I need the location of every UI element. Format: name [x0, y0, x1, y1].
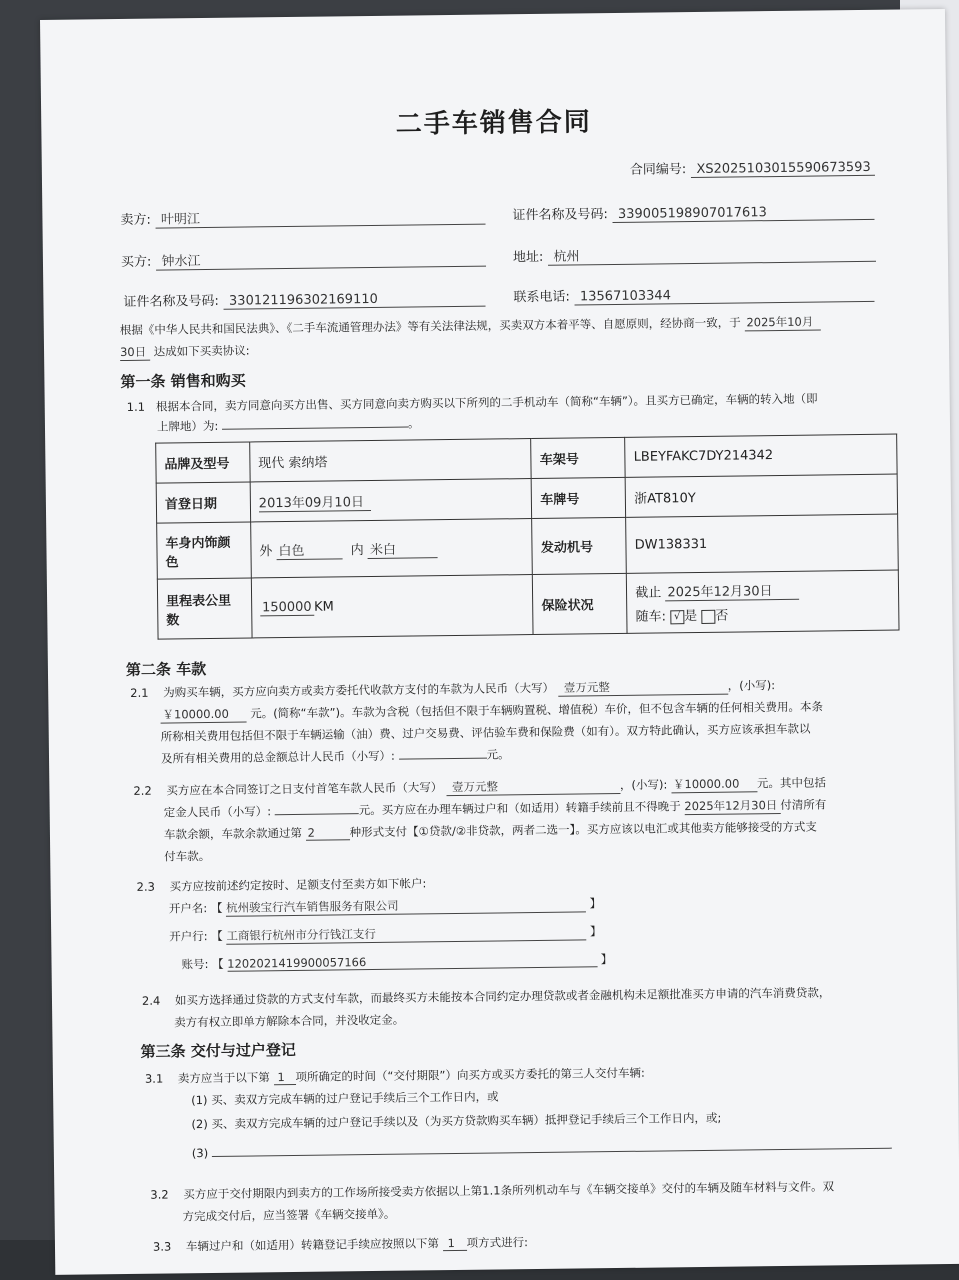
- article-1-title: 第一条 销售和购买: [120, 371, 246, 392]
- article-2-1-line-1: 2.1 为购买车辆，买方应向卖方或卖方委托代收款方支付的车款为人民币（大写） 壹万元整 ，(小写):: [130, 678, 776, 700]
- price-amount: ￥10000.00: [160, 706, 246, 724]
- table-row: [157, 570, 899, 639]
- table-row: [157, 514, 899, 579]
- brand-value: 现代 索纳塔: [249, 439, 531, 482]
- contract-number: [630, 156, 875, 179]
- article-2-2-line-3: 车款余额，车款余款通过第 2 种形式支付【①贷款/②非贷款，两者二选一】。买方应该以电汇或其他卖方能够接受的方式支: [163, 819, 817, 842]
- exterior-color: 白色: [276, 539, 342, 560]
- mileage-value: 150000: [260, 599, 314, 616]
- buyer-phone-label: 联系电话:: [513, 289, 570, 306]
- total-amount-blank: [399, 758, 487, 760]
- article-1-1-line-1: 1.1 根据本合同，卖方同意向买方出售、买方同意向卖方购买以下所列的二手机动车（简称“车辆”）。且买方已确定，车辆的转入地（即: [126, 391, 818, 414]
- insurance-until-row: 截止 2025年12月30日: [635, 579, 890, 602]
- interior-color: 米白: [368, 538, 438, 559]
- price-uppercase: 壹万元整: [558, 678, 728, 697]
- delivery-option-1: (1) 买、卖双方完成车辆的过户登记手续后三个工作日内，或: [191, 1089, 499, 1108]
- buyer-address-value: 杭州: [547, 242, 875, 266]
- contract-paper: [40, 9, 959, 1275]
- yes-checkbox[interactable]: √: [670, 610, 684, 624]
- contract-number-label: 合同编号:: [629, 162, 687, 178]
- article-2-2-line-2: 定金人民币（小写）: 元。买方应在办理车辆过户和（如适用）转籍手续前且不得晚于 2025年12月30日 付清所有: [163, 797, 827, 820]
- intro-line-1: 根据《中华人民共和国民法典》、《二手车流通管理办法》等有关法律法规，买卖双方本着平等、自愿原则，经协商一致，于 2025年10月: [120, 313, 821, 339]
- account-bank-row: 开户行: 【 工商银行杭州市分行钱江支行 】: [169, 924, 602, 944]
- intro-date-month: 2025年10月: [744, 313, 820, 331]
- first-payment-uppercase: 壹万元整: [446, 777, 620, 796]
- first-payment-amount: ￥10000.00: [671, 775, 757, 793]
- page-title: 二手车销售合同: [395, 107, 592, 140]
- transfer-method-choice: 1: [442, 1236, 466, 1251]
- vehicle-table: [155, 434, 899, 640]
- reg-date-label: 首登日期: [156, 482, 250, 523]
- article-2-2-line-4: 付车款。: [164, 848, 211, 864]
- article-2-2-line-1: 2.2 买方应在本合同签订之日支付首笔车款人民币（大写） 壹万元整 ，(小写): ￥10000.00 元。其中包括: [133, 775, 827, 798]
- account-name-value: 杭州骏宝行汽车销售服务有限公司: [226, 895, 586, 916]
- article-2-4-line-1: 2.4 如买方选择通过贷款的方式支付车款，而最终买方未能按本合同约定办理贷款或者金融机构未足额批准买方申请的汽车消费贷款，: [141, 985, 831, 1008]
- account-number-value: 1202021419900057166: [227, 952, 597, 972]
- payment-method-choice: 2: [306, 825, 350, 841]
- buyer-id-value: 330121196302169110: [223, 291, 485, 310]
- delivery-option-2: (2) 买、卖双方完成车辆的过户登记手续以及（为买方贷款购买车辆）抵押登记手续后三个工作日内，或;: [191, 1110, 722, 1132]
- article-2-3-line-1: 2.3 买方应按前述约定按时、足额支付至卖方如下帐户:: [136, 876, 427, 894]
- registration-place-blank: [222, 427, 408, 430]
- buyer-id-row: [123, 287, 485, 311]
- deposit-blank: [275, 813, 359, 815]
- no-checkbox[interactable]: [701, 609, 715, 623]
- insurance-follow-row: 随车: √ 是 否: [635, 608, 729, 625]
- insurance-label: 保险状况: [533, 573, 628, 634]
- seller-id-value: 339005198907017613: [612, 204, 874, 223]
- delivery-term-choice: 1: [273, 1070, 295, 1085]
- insurance-cell: [627, 570, 899, 633]
- brand-label: 品牌及型号: [156, 442, 250, 483]
- article-3-title: 第三条 交付与过户登记: [140, 1040, 296, 1061]
- color-cell: 外 白色 内 米白: [250, 519, 532, 578]
- intro-line-2: 30日 达成如下买卖协议:: [119, 343, 250, 360]
- article-2-title: 第二条 车款: [125, 660, 207, 679]
- reg-date-value: 2013年09月10日: [259, 490, 371, 511]
- article-1-1-line-2: 上牌地）为: 。: [156, 416, 420, 434]
- article-2-1-line-2: ￥10000.00 元。(简称“车款”)。车款为含税（包括但不限于车辆购置税、增值税）车价，但不包含车辆的任何相关费用。本条: [160, 698, 823, 723]
- buyer-id-label: 证件名称及号码:: [123, 293, 219, 311]
- plate-value: 浙AT810Y: [625, 474, 897, 517]
- mileage-cell: 150000 KM: [251, 575, 533, 638]
- article-3-1-line-1: 3.1 卖方应当于以下第 1 项所确定的时间（“交付期限”）向买方或买方委托的第三人交付车辆:: [144, 1065, 645, 1086]
- contract-number-value: XS2025103015590673593: [690, 160, 874, 178]
- plate-label: 车牌号: [532, 477, 626, 518]
- engine-label: 发动机号: [532, 517, 627, 574]
- seller-id-row: [512, 200, 874, 224]
- buyer-phone-value: 13567103344: [574, 286, 874, 306]
- seller-id-label: 证件名称及号码:: [512, 207, 608, 224]
- seller-label: 卖方:: [120, 212, 151, 229]
- buyer-address-row: [513, 242, 876, 266]
- account-bank-value: 工商银行杭州市分行钱江支行: [226, 923, 586, 944]
- final-payment-date: 2025年12月30日: [684, 797, 780, 815]
- buyer-row: [121, 247, 486, 271]
- article-3-2-line-2: 方完成交付后，应当签署《车辆交接单》。: [182, 1206, 396, 1224]
- engine-value: DW138331: [626, 514, 898, 573]
- article-2-1-line-4: 及所有相关费用的总金额总计人民币（小写）: 元。: [160, 747, 510, 766]
- delivery-option-3-blank: [212, 1148, 892, 1157]
- article-3-3-line-1: 3.3 车辆过户和（如适用）转籍登记手续应按照以下第 1 项方式进行:: [152, 1235, 529, 1254]
- buyer-label: 买方:: [120, 254, 152, 271]
- vin-value: LBEYFAKC7DY214342: [625, 434, 897, 477]
- insurance-until-value: 2025年12月30日: [665, 580, 799, 602]
- account-number-row: 账号: 【 1202021419900057166 】: [181, 952, 613, 972]
- delivery-option-3: (3): [192, 1138, 892, 1161]
- buyer-address-label: 地址:: [512, 249, 544, 266]
- account-name-row: 开户名: 【 杭州骏宝行汽车销售服务有限公司 】: [168, 896, 602, 916]
- buyer-name: 钟水江: [155, 247, 485, 271]
- vin-label: 车架号: [531, 437, 625, 478]
- color-label: 车身内饰颜色: [157, 522, 252, 579]
- intro-date-day: 30日: [120, 344, 150, 361]
- reg-date-cell: [250, 479, 532, 522]
- article-2-1-line-3: 所称相关费用包括但不限于车辆运输（油）费、过户交易费、评估验车费和保险费（如有）。双方特此确认，买方应该承担车款以: [160, 721, 811, 744]
- article-2-4-line-2: 卖方有权立即单方解除本合同，并没收定金。: [174, 1012, 405, 1030]
- buyer-phone-row: [513, 282, 874, 306]
- article-3-2-line-1: 3.2 买方应于交付期限内到卖方的工作场所接受卖方依据以上第1.1条所列机动车与《车辆交接单》交付的车辆及随车材料与文件。双: [150, 1179, 835, 1202]
- seller-name: 叶明江: [155, 205, 485, 229]
- seller-row: [120, 205, 485, 229]
- mileage-label: 里程表公里数: [157, 578, 252, 639]
